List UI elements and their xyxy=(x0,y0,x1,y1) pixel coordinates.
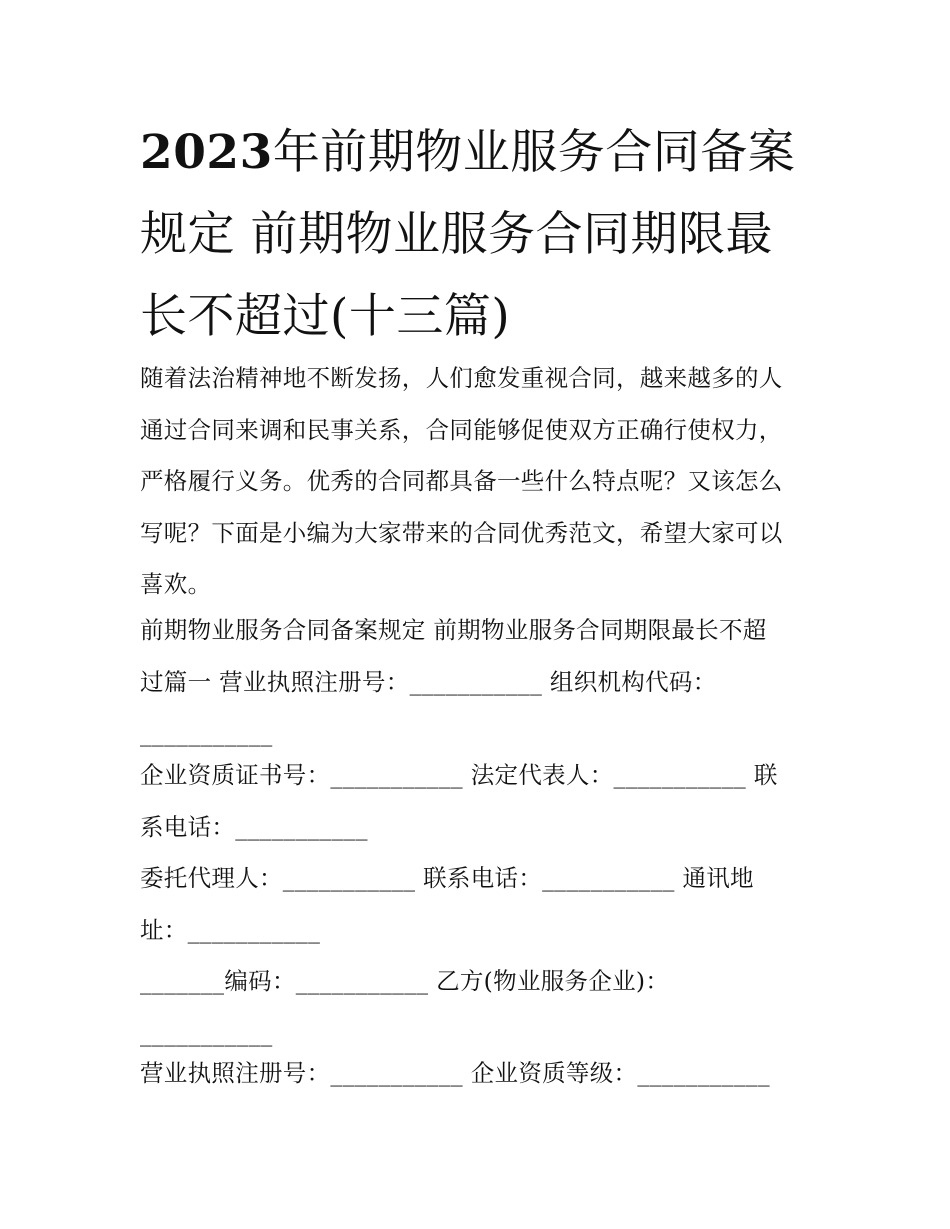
intro-line-3: 严格履行义务。优秀的合同都具备一些什么特点呢？又该怎么 xyxy=(140,467,783,495)
p3-line-1: 委托代理人：___________ 联系电话：___________ 通讯地 xyxy=(140,864,754,892)
document-title xyxy=(140,112,815,358)
title-line-1 xyxy=(140,112,815,194)
title-line-2: 规定 前期物业服务合同期限最 xyxy=(140,207,773,262)
p5-line-1: 营业执照注册号：___________ 企业资质等级：___________ xyxy=(140,1059,770,1087)
party-b-registration-paragraph xyxy=(140,1048,815,1100)
p2-line-1: 企业资质证书号：___________ 法定代表人：___________ 联 xyxy=(140,761,778,789)
intro-line-4: 写呢？下面是小编为大家带来的合同优秀范文，希望大家可以 xyxy=(140,518,783,547)
party-a-certificate-paragraph xyxy=(140,750,815,853)
p4-line-2: ___________ xyxy=(140,1018,273,1047)
agent-paragraph xyxy=(140,853,815,956)
title-year: 2023 xyxy=(140,125,273,180)
title-line-3: 长不超过(十三篇) xyxy=(140,289,511,344)
p1-line-3: ___________ xyxy=(140,719,273,747)
p1-line-2: 过篇一 营业执照注册号：___________ 组织机构代码： xyxy=(140,667,717,696)
p3-line-2: 址：___________ xyxy=(140,915,321,944)
intro-paragraph xyxy=(140,353,815,611)
p4-line-1: _______编码：___________ 乙方(物业服务企业)： xyxy=(140,967,670,995)
party-a-registration-paragraph xyxy=(140,605,815,760)
p1-line-1: 前期物业服务合同备案规定 前期物业服务合同期限最长不超 xyxy=(140,616,767,644)
intro-line-2: 通过合同来调和民事关系，合同能够促使双方正确行使权力， xyxy=(140,415,783,444)
intro-line-1: 随着法治精神地不断发扬，人们愈发重视合同，越来越多的人 xyxy=(140,364,783,392)
p2-line-2: 系电话：___________ xyxy=(140,812,368,841)
title-line-1-text: 年前期物业服务合同备案 xyxy=(272,125,796,180)
intro-line-5: 喜欢。 xyxy=(140,570,212,598)
postcode-party-b-paragraph xyxy=(140,956,815,1059)
